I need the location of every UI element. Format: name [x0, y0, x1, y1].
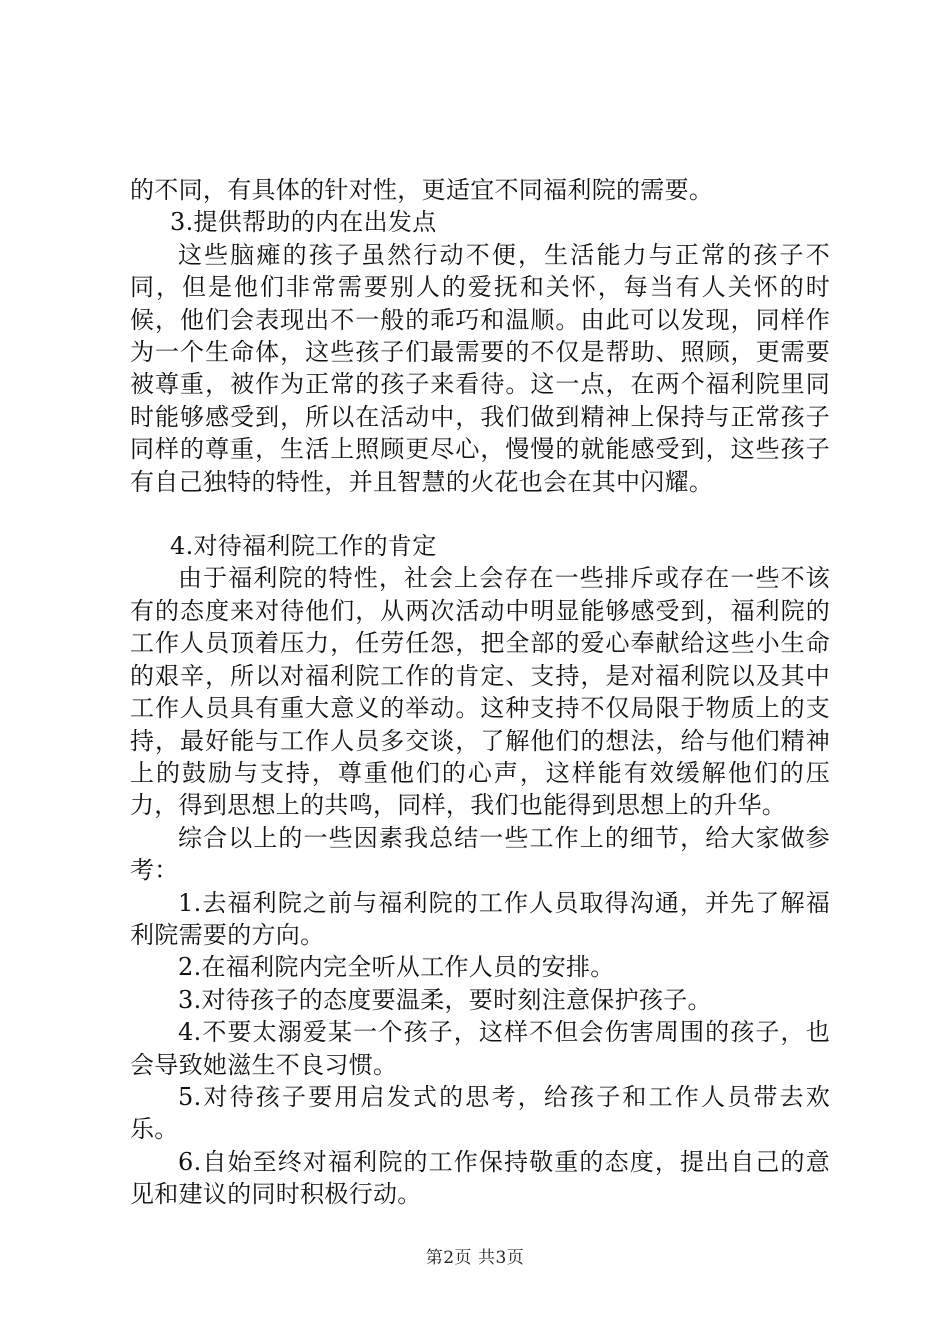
document-body: [130, 174, 830, 1211]
paragraph-continuation: 的不同，有具体的针对性，更适宜不同福利院的需要。: [130, 176, 714, 204]
list-item: 6.自始至终对福利院的工作保持敬重的态度，提出自己的意见和建议的同时积极行动。: [130, 1147, 830, 1209]
list-item: 4.不要太溺爱某一个孩子，这样不但会伤害周围的孩子，也会导致她滋生不良习惯。: [130, 1018, 830, 1079]
list-item: 3.对待孩子的态度要温柔，要时刻注意保护孩子。: [178, 985, 712, 1014]
section-heading-4: 4.对待福利院工作的肯定: [170, 532, 437, 561]
section-heading-3: 3.提供帮助的内在出发点: [170, 208, 437, 237]
paragraph: 这些脑瘫的孩子虽然行动不便，生活能力与正常的孩子不同，但是他们非常需要别人的爱抚和关怀，每当有人关怀的时候，他们会表现出不一般的乖巧和温顺。由此可以发现，同样作为一个生命体，这些孩子们最需要的不仅是帮助、照顾，更需要被尊重，被作为正常的孩子来看待。这一点，在两个福利院里同时能够感受到，所以在活动中，我们做到精神上保持与正常孩子同样的尊重，生活上照顾更尽心，慢慢的就能感受到，这些孩子有自己独特的特性，并且智慧的火花也会在其中闪耀。: [130, 240, 830, 496]
list-item: 5.对待孩子要用启发式的思考，给孩子和工作人员带去欢乐。: [130, 1082, 830, 1144]
list-item: 1.去福利院之前与福利院的工作人员取得沟通，并先了解福利院需要的方向。: [130, 888, 830, 949]
page-number-footer: 第2页 共3页: [425, 1248, 525, 1268]
paragraph: 由于福利院的特性，社会上会存在一些排斥或存在一些不该有的态度来对待他们，从两次活动中明显能够感受到，福利院的工作人员顶着压力，任劳任怨，把全部的爱心奉献给这些小生命的艰辛，所以对福利院工作的肯定、支持，是对福利院以及其中工作人员具有重大意义的举动。这种支持不仅局限于物质上的支持，最好能与工作人员多交谈，了解他们的想法，给与他们精神上的鼓励与支持，尊重他们的心声，这样能有效缓解他们的压力，得到思想上的共鸣，同样，我们也能得到思想上的升华。: [130, 564, 830, 820]
list-item: 2.在福利院内完全听从工作人员的安排。: [178, 953, 615, 982]
paragraph: 综合以上的一些因素我总结一些工作上的细节，给大家做参考：: [130, 823, 830, 885]
